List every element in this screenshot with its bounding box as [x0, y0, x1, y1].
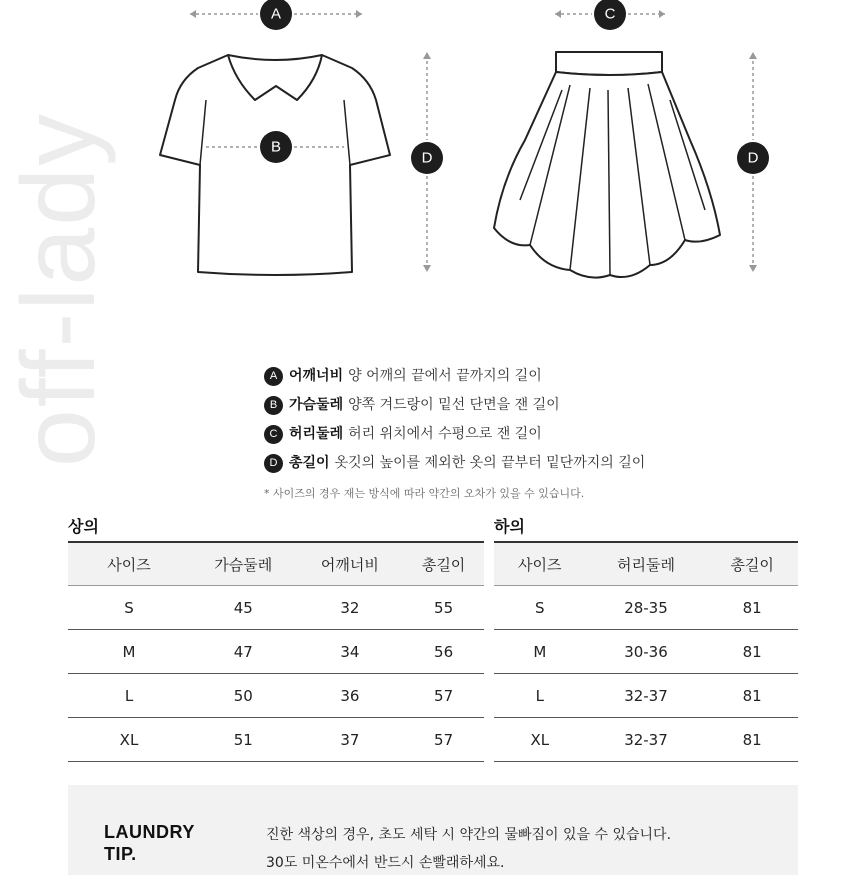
table-cell: 81: [706, 586, 798, 630]
brand-watermark: off-lady: [1, 111, 118, 468]
table-header: 총길이: [706, 542, 798, 586]
table-cell: 45: [190, 586, 297, 630]
legend-badge: B: [264, 396, 283, 415]
legend-desc: 양 어깨의 끝에서 끝까지의 길이: [348, 368, 542, 384]
table-cell: 47: [190, 630, 297, 674]
table-cell: L: [68, 674, 190, 718]
table-row: [494, 586, 798, 630]
legend-badge: A: [264, 367, 283, 386]
table-header: 허리둘레: [586, 542, 707, 586]
table-cell: 81: [706, 674, 798, 718]
laundry-tip-line: 진한 색상의 경우, 초도 세탁 시 약간의 물빠짐이 있을 수 있습니다.: [266, 827, 672, 843]
legend-term: 어깨너비: [289, 368, 344, 384]
table-cell: S: [494, 586, 586, 630]
table-cell: 57: [403, 674, 484, 718]
table-cell: S: [68, 586, 190, 630]
table-header: 가슴둘레: [190, 542, 297, 586]
legend-desc: 허리 위치에서 수평으로 잰 길이: [348, 426, 542, 442]
table-cell: 56: [403, 630, 484, 674]
tshirt-illustration: [160, 55, 390, 275]
label-b: B: [270, 138, 282, 156]
table-cell: 34: [297, 630, 404, 674]
table-row: [494, 718, 798, 762]
table-header-row: [68, 542, 484, 586]
table-cell: 81: [706, 718, 798, 762]
table-header: 사이즈: [494, 542, 586, 586]
garment-illustrations: [0, 0, 860, 340]
table-cell: 55: [403, 586, 484, 630]
laundry-tip-line: 30도 미온수에서 반드시 손빨래하세요.: [266, 855, 505, 871]
legend-badge: D: [264, 454, 283, 473]
table-row: [68, 674, 484, 718]
legend-item-b: [264, 391, 645, 420]
laundry-tip-box: [68, 785, 798, 875]
table-cell: M: [68, 630, 190, 674]
label-a: A: [270, 5, 282, 23]
legend-desc: 옷깃의 높이를 제외한 옷의 끝부터 밑단까지의 길이: [334, 455, 646, 471]
table-cell: XL: [494, 718, 586, 762]
table-header-row: [494, 542, 798, 586]
bottom-size-table: [494, 541, 798, 762]
table-header: 총길이: [403, 542, 484, 586]
laundry-title-line: TIP.: [104, 844, 137, 864]
measurement-legend: [264, 362, 645, 478]
laundry-title-line: LAUNDRY: [104, 822, 195, 842]
legend-term: 허리둘레: [289, 426, 344, 442]
label-c: C: [604, 5, 616, 23]
table-cell: 32-37: [586, 674, 707, 718]
table-cell: 51: [190, 718, 297, 762]
table-row: [494, 630, 798, 674]
table-cell: 50: [190, 674, 297, 718]
top-size-table: [68, 541, 484, 762]
table-cell: L: [494, 674, 586, 718]
table-header: 어깨너비: [297, 542, 404, 586]
table-row: [68, 718, 484, 762]
table-cell: 32: [297, 586, 404, 630]
top-table-title: 상의: [68, 517, 99, 536]
bottom-table-title: 하의: [494, 517, 525, 536]
legend-term: 가슴둘레: [289, 397, 344, 413]
table-header: 사이즈: [68, 542, 190, 586]
table-cell: 37: [297, 718, 404, 762]
legend-item-c: [264, 420, 645, 449]
table-cell: 28-35: [586, 586, 707, 630]
laundry-tip-text: [266, 821, 671, 877]
table-cell: 36: [297, 674, 404, 718]
skirt-illustration: [494, 52, 720, 278]
table-row: [68, 586, 484, 630]
table-cell: 32-37: [586, 718, 707, 762]
label-d-top: D: [421, 149, 433, 167]
legend-term: 총길이: [289, 455, 330, 471]
table-row: [68, 630, 484, 674]
table-cell: 30-36: [586, 630, 707, 674]
table-row: [494, 674, 798, 718]
legend-item-a: [264, 362, 645, 391]
legend-badge: C: [264, 425, 283, 444]
table-cell: M: [494, 630, 586, 674]
table-cell: 81: [706, 630, 798, 674]
label-d-skirt: D: [747, 149, 759, 167]
table-cell: 57: [403, 718, 484, 762]
laundry-tip-title: [104, 821, 195, 865]
measurement-note: * 사이즈의 경우 재는 방식에 따라 약간의 오차가 있을 수 있습니다.: [264, 487, 585, 500]
table-cell: XL: [68, 718, 190, 762]
legend-item-d: [264, 449, 645, 478]
legend-desc: 양쪽 겨드랑이 밑선 단면을 잰 길이: [348, 397, 560, 413]
